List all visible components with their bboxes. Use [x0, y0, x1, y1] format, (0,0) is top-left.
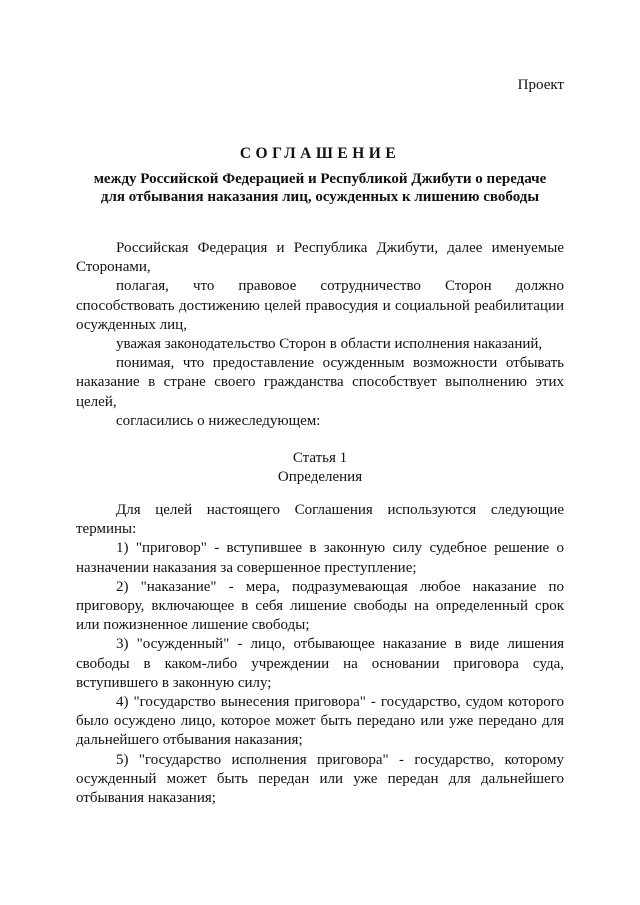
preamble-paragraph: полагая, что правовое сотрудничество Сторон должно способствовать достижению целей правосудия и социальной реабилитации осужденных лиц, — [76, 278, 564, 333]
document-body — [76, 239, 564, 808]
document-title: СОГЛАШЕНИЕ — [239, 145, 401, 162]
document-subtitle — [76, 170, 564, 206]
draft-label: Проект — [517, 77, 564, 93]
preamble-paragraph: понимая, что предоставление осужденным возможности отбывать наказание в стране своего гражданства способствует выполнению этих целей, — [76, 355, 564, 410]
definition-item: 3) "осужденный" - лицо, отбывающее наказание в виде лишения свободы в каком-либо учреждении на основании приговора суда, вступившего в законную силу; — [76, 636, 564, 691]
definition-item: 5) "государство исполнения приговора" - государство, которому осужденный может быть передан или уже передан для дальнейшего отбывания наказания; — [76, 751, 564, 807]
subtitle-line: между Российской Федерацией и Республикой Джибути о передаче — [93, 171, 547, 187]
preamble-paragraph: Российская Федерация и Республика Джибути, далее именуемые Сторонами, — [76, 240, 564, 276]
preamble-paragraph: согласились о нижеследующем: — [116, 412, 321, 429]
subtitle-line: для отбывания наказания лиц, осужденных к лишению свободы — [100, 189, 540, 205]
preamble-paragraph: уважая законодательство Сторон в области исполнения наказаний, — [116, 336, 543, 353]
article-name: Определения — [277, 469, 363, 486]
definition-item: 4) "государство вынесения приговора" - государство, судом которого было осуждено лицо, которое может быть передано или уже передано для дальнейшего отбывания наказания; — [76, 694, 564, 749]
definition-item: 1) "приговор" - вступившее в законную силу судебное решение о назначении наказания за совершенное преступление; — [76, 540, 564, 576]
article-number: Статья 1 — [292, 450, 348, 467]
article-heading — [76, 449, 564, 487]
article-paragraph: Для целей настоящего Соглашения используются следующие термины: — [76, 502, 564, 538]
definition-item: 2) "наказание" - мера, подразумевающая любое наказание по приговору, включающее в себя лишение свободы на определенный срок или пожизненное лишение свободы; — [76, 578, 564, 634]
